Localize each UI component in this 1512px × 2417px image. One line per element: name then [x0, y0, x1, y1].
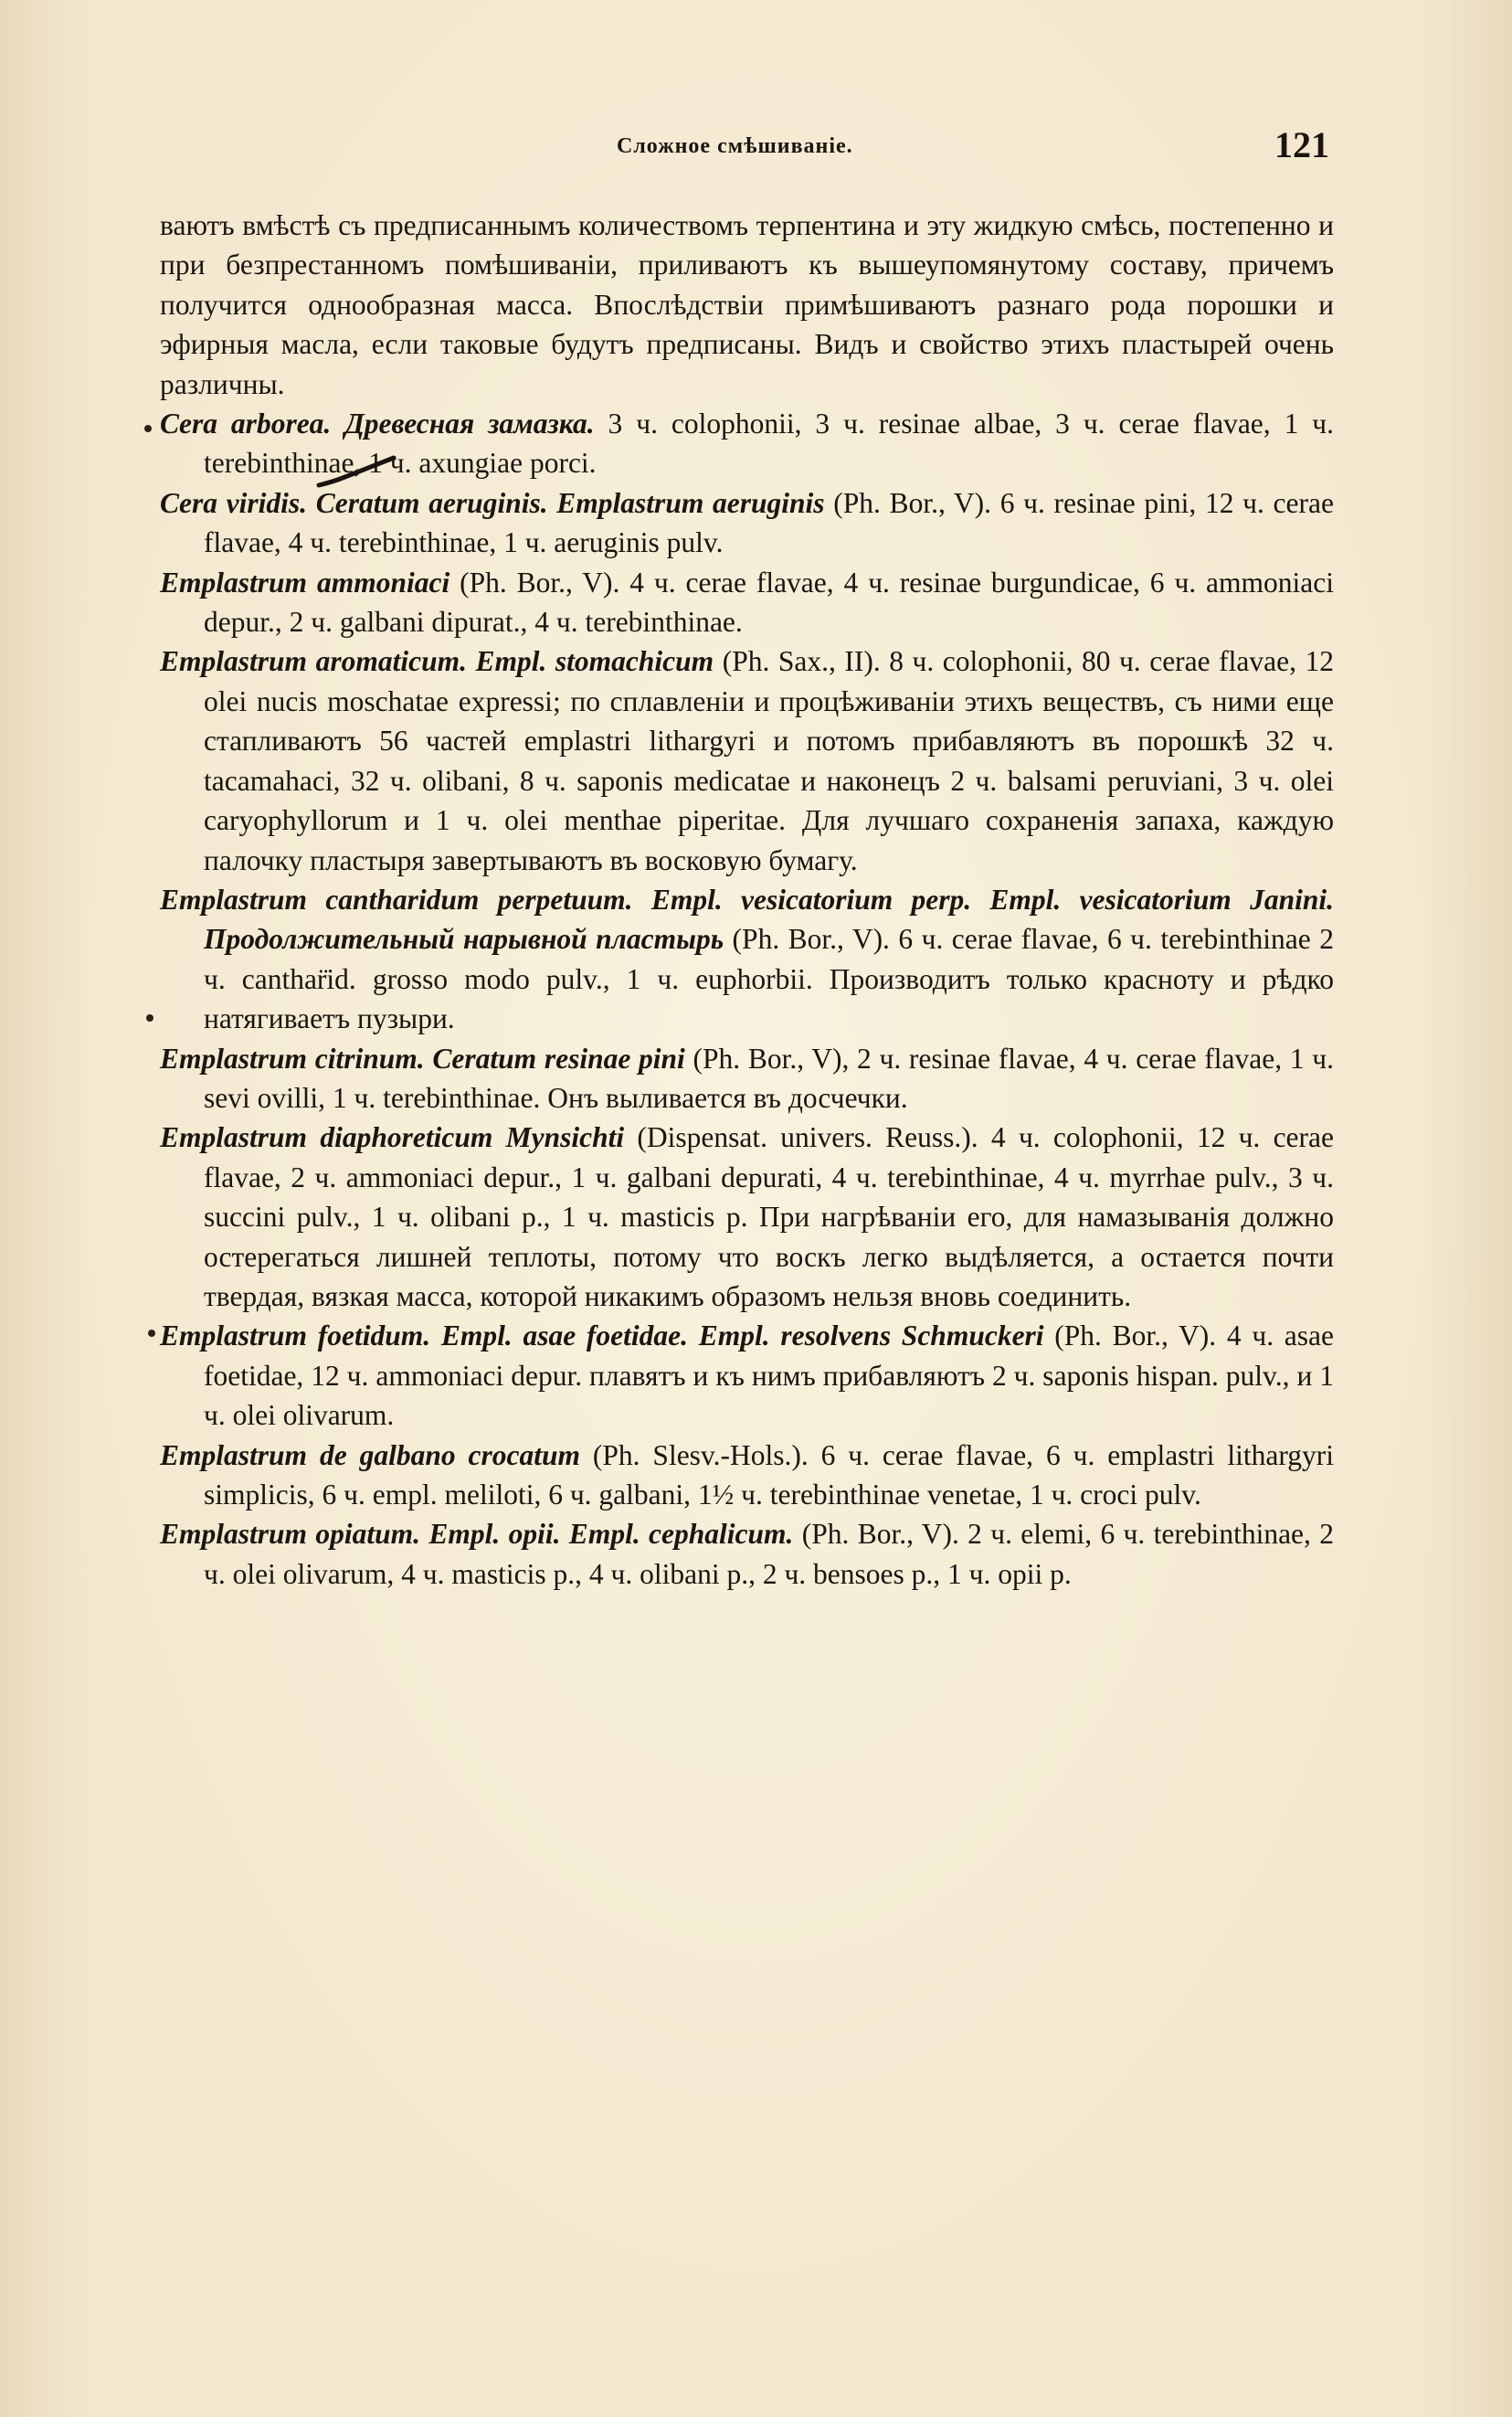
entry-emplastrum-de-galbano [160, 1436, 1334, 1515]
entry-russian-title: Продолжительный нарывной пластырь [204, 923, 724, 956]
entry-text: (Ph. Bor., V). 4 ч. asae foetidae, 12 ч. ammoniaci depur. плавятъ и къ нимъ прибавляютъ 2 ч. saponis hispan. pulv., и 1 ч. olei olivarum. [204, 1320, 1334, 1432]
entry-russian-title: Древесная замазка. [344, 408, 595, 440]
entry-latin-title: Emplastrum diaphoreticum Mynsichti [160, 1121, 625, 1154]
pen-mark-icon [315, 454, 397, 491]
entry-cera-viridis [160, 483, 1334, 563]
entry-latin-title: Emplastrum de galbano crocatum [160, 1438, 580, 1471]
entry-latin-title: Emplastrum citrinum. Ceratum resinae pini [160, 1042, 685, 1075]
page-number: 121 [1274, 124, 1329, 165]
entry-emplastrum-opiatum [160, 1514, 1334, 1594]
entry-emplastrum-citrinum [160, 1039, 1334, 1118]
page-header [160, 123, 1329, 178]
running-title: Сложное смѣшиваніе. [617, 134, 853, 158]
entry-text: (Ph. Bor., V). 6 ч. cerae flavae, 6 ч. terebinthinae 2 ч. canthar̈id. grosso modo pulv., 1 ч. euphorbii. Производитъ только краснoту и рѣдко натягиваетъ пузыри. [204, 923, 1334, 1035]
entry-text: (Ph. Bor., V). 2 ч. elemi, 6 ч. terebinthinae, 2 ч. olei olivarum, 4 ч. masticis p., 4 ч. olibani p., 2 ч. bensoes p., 1 ч. opii p. [204, 1518, 1334, 1590]
entry-text: (Ph. Bor., V). 6 ч. resinae pini, 12 ч. cerae flavae, 4 ч. terebinthinae, 1 ч. aeruginis pulv. [204, 486, 1334, 559]
entry-emplastrum-aromaticum [160, 641, 1334, 879]
margin-dot-icon [146, 1014, 153, 1022]
entry-emplastrum-diaphoreticum [160, 1118, 1334, 1316]
entry-emplastrum-ammoniaci [160, 563, 1334, 642]
entry-latin-title: Emplastrum aromaticum. Empl. stomachicum [160, 645, 714, 678]
entry-latin-title: Cera viridis. Ceratum aeruginis. Emplastrum aeruginis [160, 486, 825, 519]
entry-latin-title: Emplastrum foetidum. Empl. asae foetidae. Empl. resolvens Schmuckeri [160, 1320, 1044, 1352]
intro-paragraph: ваютъ вмѣстѣ съ предписаннымъ количествомъ терпентина и эту жидкую смѣсь, постепенно и при безпрестанномъ помѣшиваніи, приливаютъ къ вышеупомянутому составу, причемъ получится однообразная масса. Впослѣдствіи примѣшиваютъ разнаго рода порошки и эфирныя масла, если таковые будутъ предписаны. Видъ и свойство этихъ пластырей очень различны. [160, 209, 1334, 400]
entry-text: (Ph. Bor., V). 4 ч. cerae flavae, 4 ч. resinae burgundicae, 6 ч. ammoniaci depur., 2 ч. galbani dipurat., 4 ч. terebinthinae. [204, 566, 1335, 639]
entry-text: (Ph. Slesv.-Hols.). 6 ч. cerae flavae, 6 ч. emplastri lithargyri simplicis, 6 ч. empl. meliloti, 6 ч. galbani, 1½ ч. terebinthinae venetae, 1 ч. croci pulv. [204, 1438, 1334, 1511]
entry-emplastrum-foetidum [160, 1316, 1334, 1435]
entry-latin-title: Emplastrum cantharidum perpetuum. Empl. vesicatorium perp. Empl. vesicatorium Janini. [160, 883, 1334, 916]
entry-text: (Dispensat. univers. Reuss.). 4 ч. colophonii, 12 ч. cerae flavae, 2 ч. ammoniaci depur., 1 ч. galbani depurati, 4 ч. terebinthinae, 4 ч. myrrhae pulv., 3 ч. succini pulv., 1 ч. olibani p., 1 ч. masticis p. При нагрѣваніи его, для намазыванія должно остерегаться лишней теплоты, потому что воскъ легко выдѣляется, а остается почти твердая, вязкая масса, которой никакимъ образомъ нельзя вновь соединить. [204, 1121, 1334, 1312]
entry-emplastrum-cantharidum [160, 880, 1334, 1039]
entry-text: 3 ч. colophonii, 3 ч. resinae albae, 3 ч. cerae flavae, 1 ч. terebinthinae, 1 ч. axungiae porci. [204, 408, 1334, 480]
entry-text: (Ph. Sax., II). 8 ч. colophonii, 80 ч. cerae flavae, 12 olei nucis moschatae expressi; по сплавленіи и процѣживаніи этихъ веществъ, съ ними еще стапливаютъ 56 частей emplastri lithargyri и потомъ прибавляютъ въ порошкѣ 32 ч. tacamahaci, 32 ч. olibani, 8 ч. saponis medicatae и наконецъ 2 ч. balsami peruviani, 3 ч. olei caryophyllorum и 1 ч. olei menthae piperitae. Для лучшаго сохраненія запаха, каждую палочку пластыря завертываютъ въ восковую бумагу. [204, 645, 1334, 876]
entry-latin-title: Emplastrum ammoniaci [160, 566, 450, 599]
entry-text: (Ph. Bor., V), 2 ч. resinae flavae, 4 ч. cerae flavae, 1 ч. sevi ovilli, 1 ч. terebinthinae. Онъ выливается въ досчечки. [204, 1042, 1334, 1114]
entry-latin-title: Cera arborea. [160, 408, 332, 440]
page-body [160, 206, 1334, 1594]
entry-latin-title: Emplastrum opiatum. Empl. opii. Empl. cephalicum. [160, 1518, 794, 1551]
margin-dot-icon [148, 1330, 155, 1337]
margin-dot-icon [144, 425, 152, 432]
